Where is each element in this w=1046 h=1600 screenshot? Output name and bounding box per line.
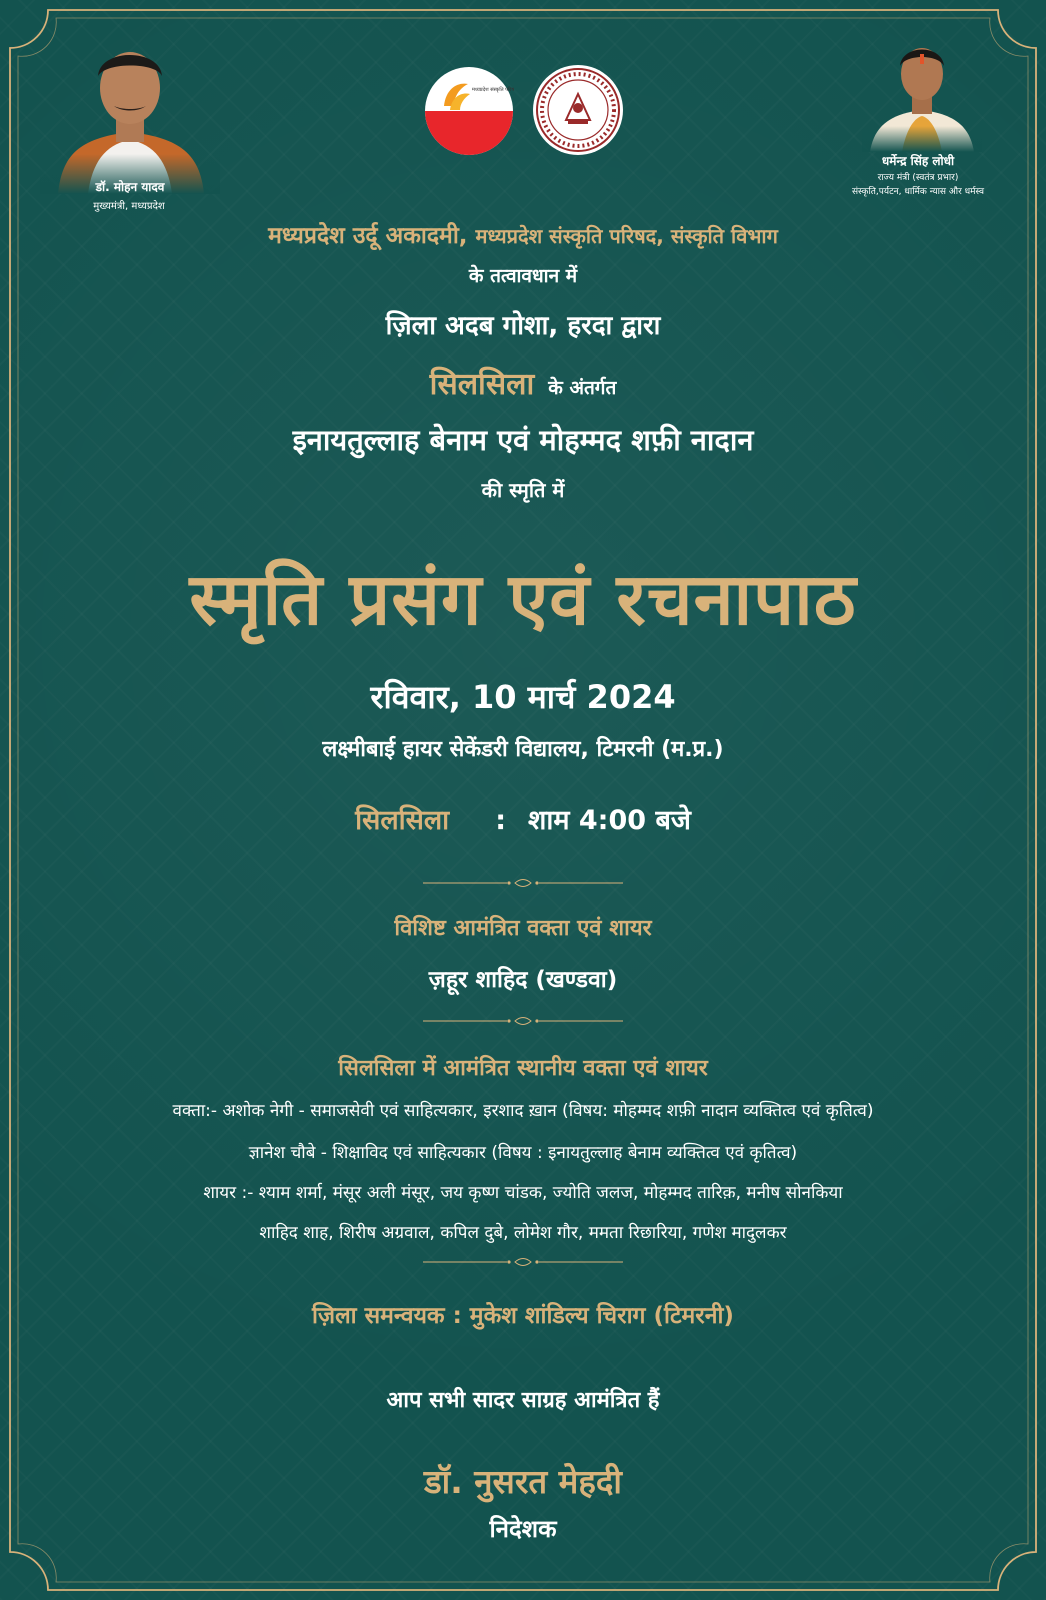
organizer-line bbox=[0, 218, 1046, 250]
invitation-text: आप सभी सादर साग्रह आमंत्रित हैं bbox=[386, 1388, 660, 1413]
left-person-role: मुख्यमंत्री, मध्यप्रदेश bbox=[93, 201, 165, 212]
special-guest-name: ज़हूर शाहिद (खण्डवा) bbox=[428, 967, 618, 993]
event-date: रविवार, 10 मार्च 2024 bbox=[370, 678, 676, 716]
left-person-name: डॉ. मोहन यादव bbox=[95, 180, 165, 194]
sanskriti-parishad-logo bbox=[424, 66, 514, 160]
sanskriti-logo-text: मध्यप्रदेश संस्कृति परिषद् bbox=[472, 87, 514, 93]
right-person-role-line2: संस्कृति,पर्यटन, धार्मिक न्यास और धर्मस्व bbox=[851, 187, 985, 197]
in-memory-text: की स्मृति में bbox=[481, 478, 565, 502]
director-name: डॉ. नुसरत मेहदी bbox=[424, 1462, 622, 1501]
series-name: सिलसिला bbox=[429, 367, 535, 402]
time-value: शाम 4:00 बजे bbox=[528, 805, 691, 836]
local-guests-heading: सिलसिला में आमंत्रित स्थानीय वक्ता एवं शायर bbox=[338, 1056, 708, 1081]
speakers-line-2: ज्ञानेश चौबे - शिक्षाविद एवं साहित्यकार (विषय : इनायतुल्लाह बेनाम व्यक्तित्व एवं कृतित्व) bbox=[248, 1143, 798, 1163]
chief-minister-photo bbox=[40, 34, 220, 194]
sanskriti-parishad-name: मध्यप्रदेश संस्कृति परिषद, संस्कृति विभाग bbox=[475, 224, 778, 248]
ornament-divider bbox=[423, 1255, 623, 1269]
series-line bbox=[0, 362, 1046, 403]
state-minister-photo bbox=[862, 34, 982, 152]
ornament-divider bbox=[423, 1014, 623, 1028]
ornament-divider bbox=[423, 876, 623, 890]
right-person-role-line1: राज्य मंत्री (स्वतंत्र प्रभार) bbox=[877, 173, 959, 183]
time-label: सिलसिला bbox=[355, 805, 450, 836]
time-separator: : bbox=[495, 805, 506, 836]
honorees-names: इनायतुल्लाह बेनाम एवं मोहम्मद शफ़ी नादान bbox=[292, 423, 754, 457]
poets-line-2: शाहिद शाह, शिरीष अग्रवाल, कपिल दुबे, लोमेश गौर, ममता रिछारिया, गणेश मादुलकर bbox=[259, 1223, 787, 1243]
director-role: निदेशक bbox=[489, 1515, 557, 1543]
event-time-line bbox=[0, 800, 1046, 837]
urdu-academy-seal bbox=[532, 64, 624, 160]
series-suffix: के अंतर्गत bbox=[548, 377, 617, 399]
under-aegis-text: के तत्वावधान में bbox=[468, 265, 578, 287]
district-coordinator: ज़िला समन्वयक : मुकेश शांडिल्य चिराग (टिमरनी) bbox=[312, 1303, 734, 1329]
special-guest-heading: विशिष्ट आमंत्रित वक्ता एवं शायर bbox=[394, 916, 652, 941]
urdu-academy-name: मध्यप्रदेश उर्दू अकादमी, bbox=[268, 223, 468, 249]
district-organizer-text: ज़िला अदब गोशा, हरदा द्वारा bbox=[385, 311, 661, 341]
right-person-name: धर्मेन्द्र सिंह लोधी bbox=[881, 154, 955, 168]
speakers-line-1: वक्ता:- अशोक नेगी - समाजसेवी एवं साहित्यकार, इरशाद ख़ान (विषय: मोहम्मद शफ़ी नादान व्यक्तित्व एवं कृतित्व) bbox=[172, 1101, 874, 1121]
event-title: स्मृति प्रसंग एवं रचनापाठ bbox=[189, 556, 857, 641]
poets-line-1: शायर :- श्याम शर्मा, मंसूर अली मंसूर, जय कृष्ण चांडक, ज्योति जलज, मोहम्मद तारिक़, मनीष सोनकिया bbox=[203, 1183, 843, 1203]
event-venue: लक्ष्मीबाई हायर सेकेंडरी विद्यालय, टिमरनी (म.प्र.) bbox=[322, 737, 724, 762]
